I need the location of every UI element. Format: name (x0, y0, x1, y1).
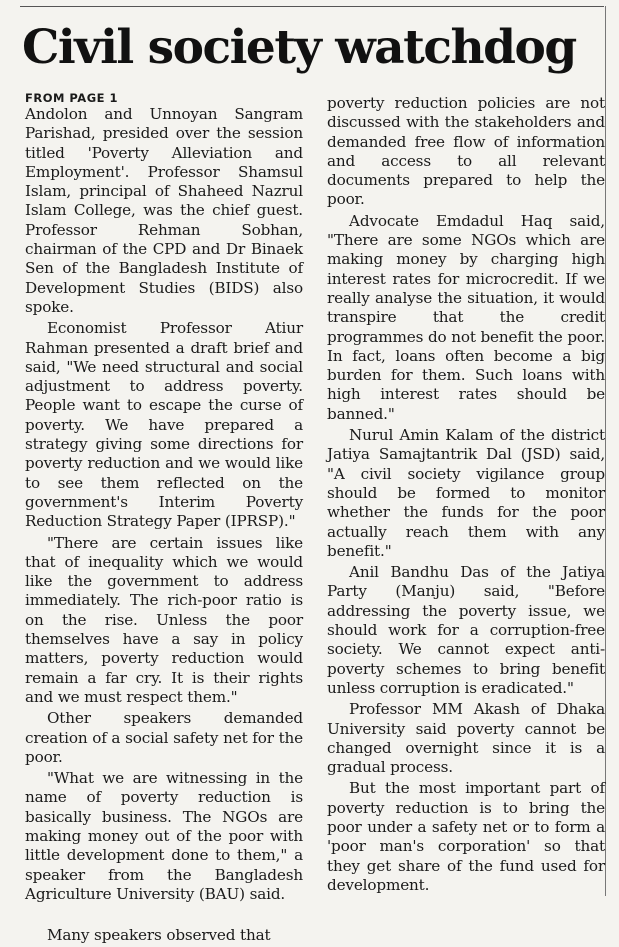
paragraph: Many speakers observed that (47, 926, 271, 945)
top-rule (20, 6, 604, 7)
paragraph: Other speakers demanded creation of a social safety net for the poor. (25, 709, 303, 766)
kicker: FROM PAGE 1 (25, 91, 119, 105)
paragraph: Advocate Emdadul Haq said, "There are some NGOs which are making money by charging high interest rates for microcredit. If we really analyse the situation, it would transpire that the credit programmes do not benefit the poor. In fact, loans often become a big burden for them. Such loans with high interest rates should be banned." (327, 211, 605, 423)
paragraph: But the most important part of poverty reduction is to bring the poor under a safety net or to form a 'poor man's corporation' so that they get share of the fund used for development. (327, 779, 605, 894)
paragraph: "What we are witnessing in the name of poverty reduction is basically business. The NGOs are making money out of the poor with little development done to them," a speaker from the Bangladesh Agriculture University (BAU) said. (25, 769, 303, 903)
right-column (327, 94, 605, 897)
paragraph: Professor MM Akash of Dhaka University said poverty cannot be changed overnight since it is a gradual process. (327, 700, 605, 777)
headline: Civil society watchdog (22, 20, 576, 75)
paragraph: Economist Professor Atiur Rahman presented a draft brief and said, "We need structural and social adjustment to address poverty. People want to escape the curse of poverty. We have prepared a strategy giving some directions for poverty reduction and we would like to see them reflected on the government's Interim Poverty Reduction Strategy Paper (IPRSP)." (25, 319, 303, 531)
paragraph: poverty reduction policies are not discussed with the stakeholders and demanded free flow of information and access to all relevant documents prepared to help the poor. (327, 94, 605, 209)
paragraph: Anil Bandhu Das of the Jatiya Party (Manju) said, "Before addressing the poverty issue, we should work for a corruption-free society. We cannot expect anti-poverty schemes to bring benefit unless corruption is eradicated." (327, 563, 605, 697)
column-rule (605, 6, 606, 896)
left-column (25, 92, 303, 947)
paragraph: Andolon and Unnoyan Sangram Parishad, presided over the session titled 'Poverty Alleviation and Employment'. Professor Shamsul Islam, principal of Shaheed Nazrul Islam College, was the chief guest. Professor Rehman Sobhan, chairman of the CPD and Dr Binaek Sen of the Bangladesh Institute of Development Studies (BIDS) also spoke. (25, 105, 303, 316)
paragraph: "There are certain issues like that of inequality which we would like the government to address immediately. The rich-poor ratio is on the rise. Unless the poor themselves have a say in policy matters, poverty reduction would remain a far cry. It is their rights and we must respect them." (25, 533, 303, 706)
paragraph: Nurul Amin Kalam of the district Jatiya Samajtantrik Dal (JSD) said, "A civil society vigilance group should be formed to monitor whether the funds for the poor actually reach them with any benefit." (327, 426, 605, 560)
